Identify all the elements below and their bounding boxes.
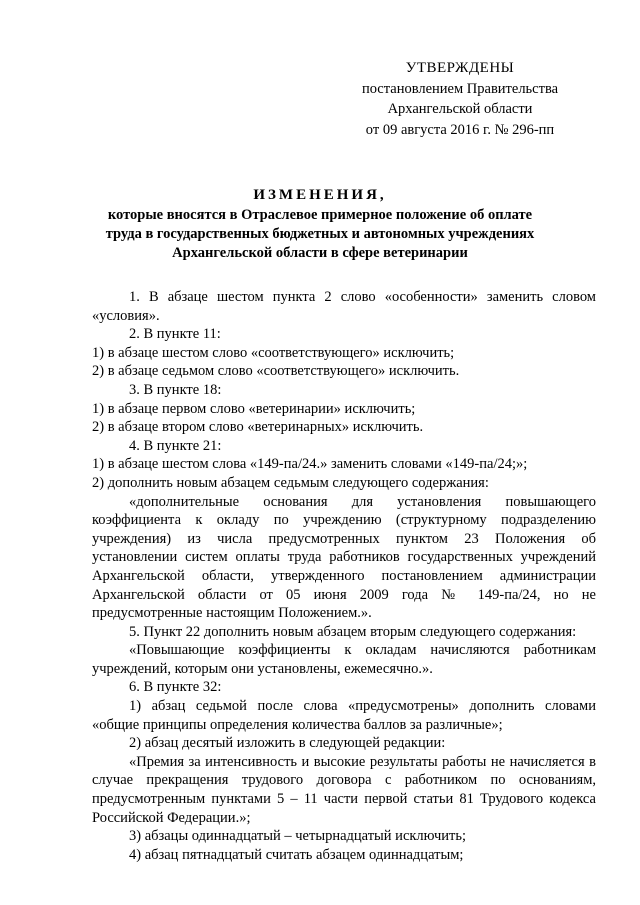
paragraph-6: 1) в абзаце первом слово «ветеринарии» исключить; [92,400,416,417]
approval-title: УТВЕРЖДЕНЫ [405,60,515,76]
approval-line-2: Архангельской области [387,101,533,117]
heading-title: ИЗМЕНЕНИЯ, [253,187,387,203]
heading-line-3: Архангельской области в сфере ветеринарии [172,245,468,261]
paragraph-9: 1) в абзаце шестом слова «149-па/24.» заменить словами «149-па/24;»; [92,456,528,473]
heading-line-2: труда в государственных бюджетных и автономных учреждениях [105,226,535,242]
approval-line-1: постановлением Правительства [361,80,559,97]
paragraph-10: 2) дополнить новым абзацем седьмым следующего содержания: [92,474,489,491]
paragraph-17: «Премия за интенсивность и высокие результаты работы не начисляется в случае прекращения трудового договора с работником по основаниям, предусмотренным пунктами 5 – 11 части первой статьи 81 Трудового кодекса Российской Федерации.»; [92,753,596,826]
paragraph-2: 2. В пункте 11: [129,326,221,343]
paragraph-8: 4. В пункте 21: [129,437,222,454]
paragraph-11: «дополнительные основания для установления повышающего коэффициента к окладу по учреждению (структурному подразделению учреждения) из числа предусмотренных пунктом 23 Положения об установлении систем оплаты труда работников государственных учреждений Архангельской области, утвержденного постановлением администрации Архангельской области от 05 июня 2009 года № 149-па/24, но не предусмотренные настоящим Положением.». [92,493,596,622]
paragraph-4: 2) в абзаце седьмом слово «соответствующего» исключить. [92,363,460,380]
heading-line-1: которые вносятся в Отраслевое примерное положение об оплате [107,207,533,223]
paragraph-19: 4) абзац пятнадцатый считать абзацем одиннадцатым; [129,846,464,863]
document-heading [60,186,580,263]
paragraph-12: 5. Пункт 22 дополнить новым абзацем вторым следующего содержания: [129,623,577,640]
paragraph-7: 2) в абзаце втором слово «ветеринарных» исключить. [92,419,424,436]
paragraph-15: 1) абзац седьмой после слова «предусмотрены» дополнить словами «общие принципы определения количества баллов за различные»; [92,698,596,733]
paragraph-14: 6. В пункте 32: [129,679,222,696]
paragraph-1: 1. В абзаце шестом пункта 2 слово «особенности» заменить словом «условия». [92,289,596,324]
approval-stamp [360,58,560,140]
paragraph-13: «Повышающие коэффициенты к окладам начисляются работникам учреждений, которым они установлены, ежемесячно.». [92,642,596,677]
paragraph-5: 3. В пункте 18: [129,381,222,398]
paragraph-3: 1) в абзаце шестом слово «соответствующего» исключить; [92,344,455,361]
paragraph-18: 3) абзацы одиннадцатый – четырнадцатый исключить; [129,828,466,845]
document-body [92,288,596,864]
approval-line-3: от 09 августа 2016 г. № 296-пп [365,121,555,138]
paragraph-16: 2) абзац десятый изложить в следующей редакции: [129,735,446,752]
